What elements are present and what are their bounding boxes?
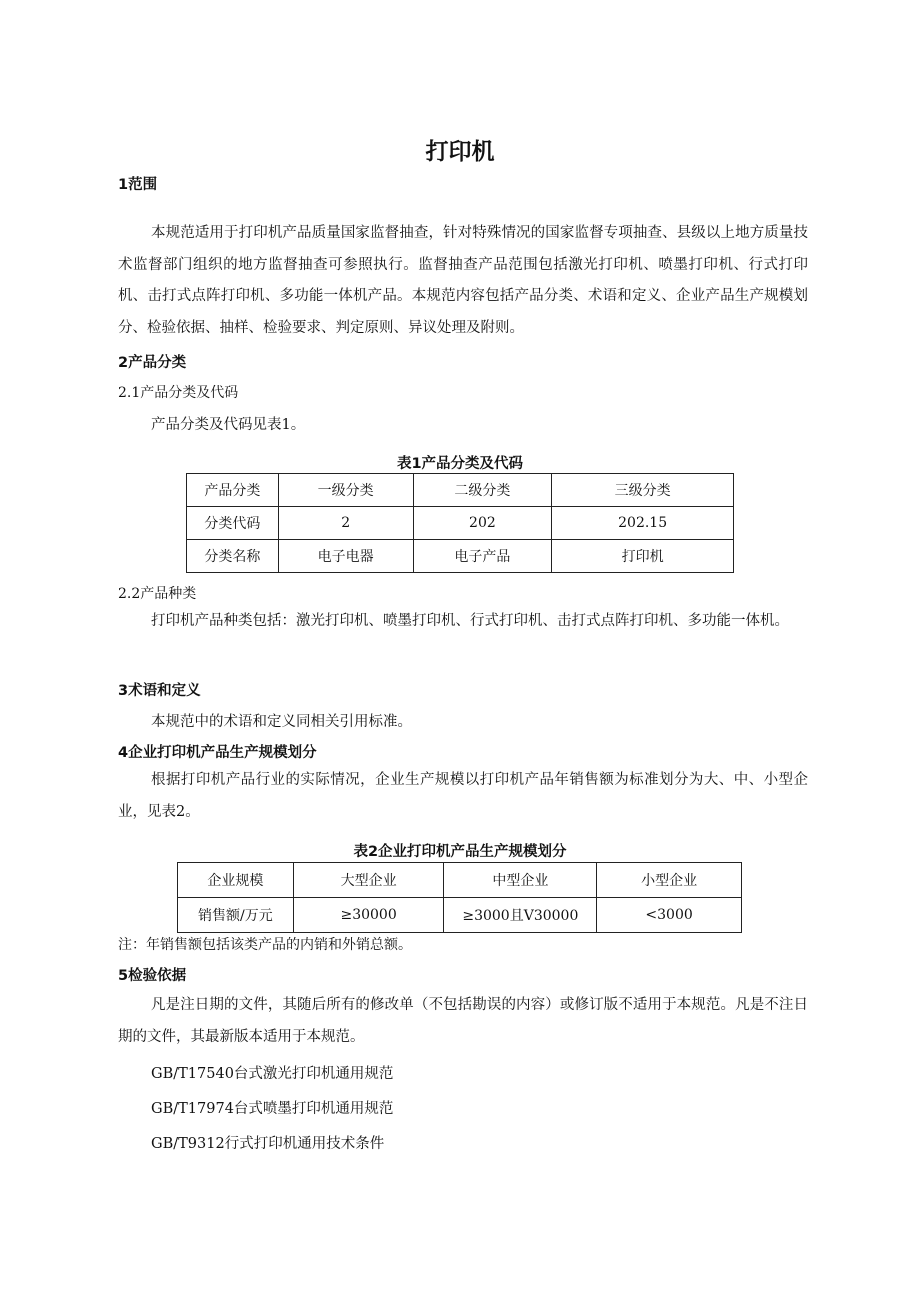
section-2-2-text: 打印机产品种类包括：激光打印机、喷墨打印机、行式打印机、击打式点阵打印机、多功能一体机。 — [151, 613, 789, 629]
table-cell: 电子电器 — [278, 540, 413, 573]
section-2-1-text: 产品分类及代码见表1。 — [151, 417, 306, 433]
table-1-row — [187, 540, 734, 573]
reference-item: GB/T9312行式打印机通用技术条件 — [151, 1136, 385, 1152]
table-1-caption: 表1产品分类及代码 — [396, 456, 524, 472]
doc-title: 打印机 — [425, 139, 495, 165]
table-cell: 打印机 — [552, 540, 734, 573]
table-cell: 产品分类 — [187, 474, 279, 507]
table-cell: 三级分类 — [552, 474, 734, 507]
reference-item: GB/T17974台式喷墨打印机通用规范 — [151, 1101, 394, 1117]
table-cell: 2 — [278, 507, 413, 540]
table-cell: ≥30000 — [293, 898, 444, 933]
table-cell: 分类名称 — [187, 540, 279, 573]
table-cell: 小型企业 — [597, 863, 742, 898]
table-2-row — [178, 863, 742, 898]
table-cell: 大型企业 — [293, 863, 444, 898]
table-cell: 企业规模 — [178, 863, 294, 898]
section-1-heading: 1范围 — [118, 177, 158, 193]
table-1-row — [187, 507, 734, 540]
table-cell: 中型企业 — [444, 863, 597, 898]
table-cell: 销售额/万元 — [178, 898, 294, 933]
section-4-heading: 4企业打印机产品生产规模划分 — [118, 745, 317, 761]
table-2-caption: 表2企业打印机产品生产规模划分 — [353, 844, 567, 860]
table-2-note: 注：年销售额包括该类产品的内销和外销总额。 — [118, 937, 412, 953]
section-3-text: 本规范中的术语和定义同相关引用标准。 — [151, 714, 412, 730]
section-5-text: 凡是注日期的文件，其随后所有的修改单（不包括勘误的内容）或修订版不适用于本规范。凡是不注日期的文件，其最新版本适用于本规范。 — [118, 997, 808, 1045]
reference-item: GB/T17540台式激光打印机通用规范 — [151, 1066, 394, 1082]
table-cell: <3000 — [597, 898, 742, 933]
section-4-text: 根据打印机产品行业的实际情况，企业生产规模以打印机产品年销售额为标准划分为大、中、小型企业，见表2。 — [118, 772, 808, 820]
table-1 — [186, 473, 734, 573]
table-2-row — [178, 898, 742, 933]
section-2-1-heading: 2.1产品分类及代码 — [118, 385, 239, 401]
section-5-heading: 5检验依据 — [118, 968, 187, 984]
table-cell: 202.15 — [552, 507, 734, 540]
section-3-heading: 3术语和定义 — [118, 683, 201, 699]
section-2-heading: 2产品分类 — [118, 355, 187, 371]
table-cell: 202 — [413, 507, 552, 540]
table-cell: 电子产品 — [413, 540, 552, 573]
table-2 — [177, 862, 742, 933]
table-1-row — [187, 474, 734, 507]
table-cell: 二级分类 — [413, 474, 552, 507]
table-cell: 分类代码 — [187, 507, 279, 540]
section-1-paragraph: 本规范适用于打印机产品质量国家监督抽查，针对特殊情况的国家监督专项抽查、县级以上地方质量技术监督部门组织的地方监督抽查可参照执行。监督抽查产品范围包括激光打印机、喷墨打印机、行式打印机、击打式点阵打印机、多功能一体机产品。本规范内容包括产品分类、术语和定义、企业产品生产规模划分、检验依据、抽样、检验要求、判定原则、异议处理及附则。 — [118, 225, 808, 336]
table-cell: ≥3000且V30000 — [444, 898, 597, 933]
section-2-2-heading: 2.2产品种类 — [118, 586, 197, 602]
table-cell: 一级分类 — [278, 474, 413, 507]
